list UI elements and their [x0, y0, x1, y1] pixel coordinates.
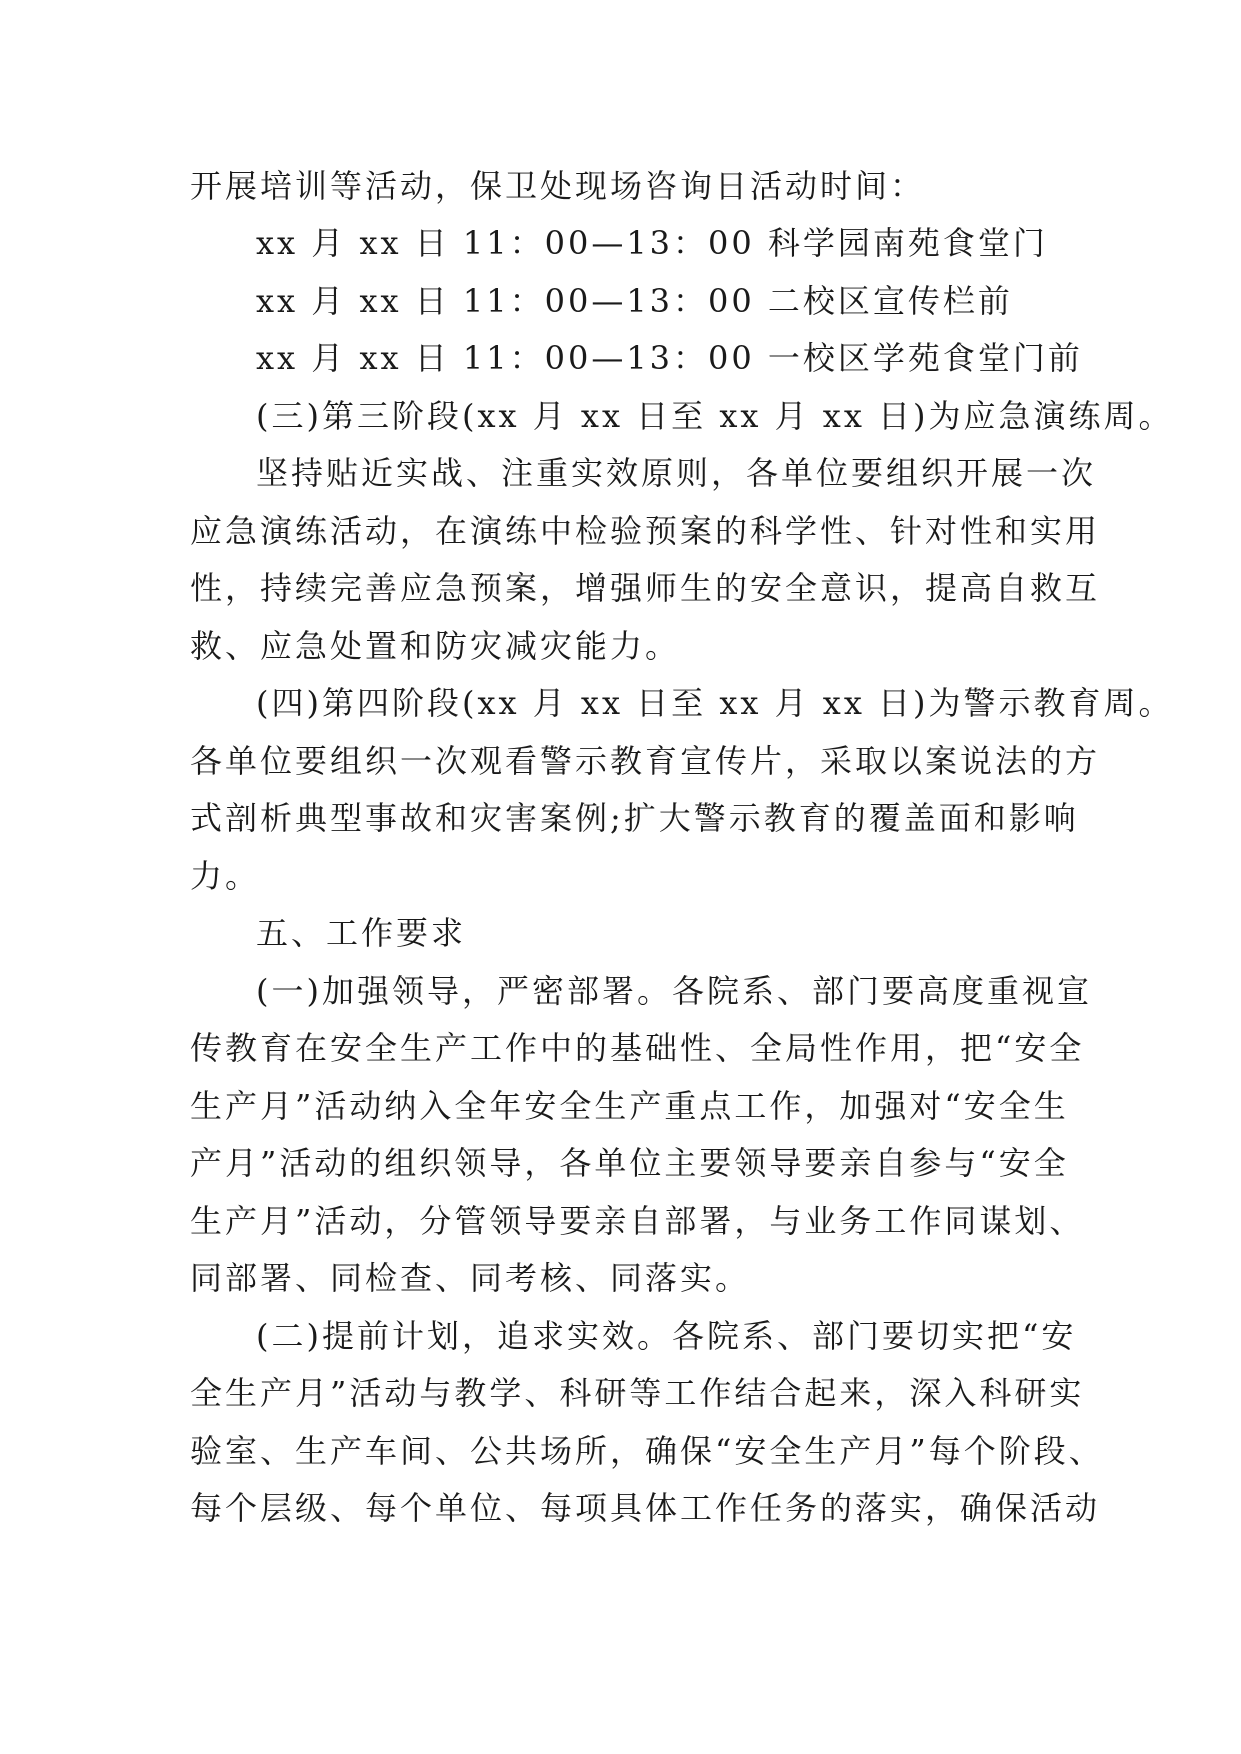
paragraph-line: 每个层级、每个单位、每项具体工作任务的落实，确保活动: [190, 1489, 1101, 1527]
paragraph-line: 全生产月”活动与教学、科研等工作结合起来，深入科研实: [190, 1374, 1085, 1412]
chapter-heading: 五、工作要求: [256, 914, 467, 952]
paragraph-line: (二)提前计划，追求实效。各院系、部门要切实把“安: [256, 1317, 1077, 1355]
paragraph-line: 产月”活动的组织领导，各单位主要领导要亲自参与“安全: [190, 1144, 1069, 1182]
paragraph-line: 性，持续完善应急预案，增强师生的安全意识，提高自救互: [190, 569, 1101, 607]
paragraph-line: 传教育在安全生产工作中的基础性、全局性作用，把“安全: [190, 1029, 1085, 1067]
paragraph-line: (一)加强领导，严密部署。各院系、部门要高度重视宣: [256, 972, 1092, 1010]
paragraph-line: 生产月”活动纳入全年安全生产重点工作，加强对“安全生: [190, 1087, 1069, 1125]
schedule-item: xx 月 xx 日 11：00—13：00 科学园南苑食堂门: [256, 224, 1048, 262]
paragraph-line: 应急演练活动，在演练中检验预案的科学性、针对性和实用: [190, 512, 1101, 550]
paragraph-line: 坚持贴近实战、注重实效原则，各单位要组织开展一次: [256, 454, 1097, 492]
schedule-item: xx 月 xx 日 11：00—13：00 二校区宣传栏前: [256, 282, 1013, 320]
paragraph-line: 救、应急处置和防灾减灾能力。: [190, 627, 681, 665]
paragraph-line: 开展培训等活动，保卫处现场咨询日活动时间：: [190, 167, 926, 205]
paragraph-line: 式剖析典型事故和灾害案例;扩大警示教育的覆盖面和影响: [190, 799, 1079, 837]
paragraph-line: 力。: [190, 857, 261, 895]
paragraph-line: 同部署、同检查、同考核、同落实。: [190, 1259, 751, 1297]
section-heading: (四)第四阶段(xx 月 xx 日至 xx 月 xx 日)为警示教育周。: [256, 684, 1174, 722]
paragraph-line: 生产月”活动，分管领导要亲自部署，与业务工作同谋划、: [190, 1202, 1085, 1240]
schedule-item: xx 月 xx 日 11：00—13：00 一校区学苑食堂门前: [256, 339, 1083, 377]
section-heading: (三)第三阶段(xx 月 xx 日至 xx 月 xx 日)为应急演练周。: [256, 397, 1174, 435]
paragraph-line: 各单位要组织一次观看警示教育宣传片，采取以案说法的方: [190, 742, 1101, 780]
paragraph-line: 验室、生产车间、公共场所，确保“安全生产月”每个阶段、: [190, 1432, 1104, 1470]
